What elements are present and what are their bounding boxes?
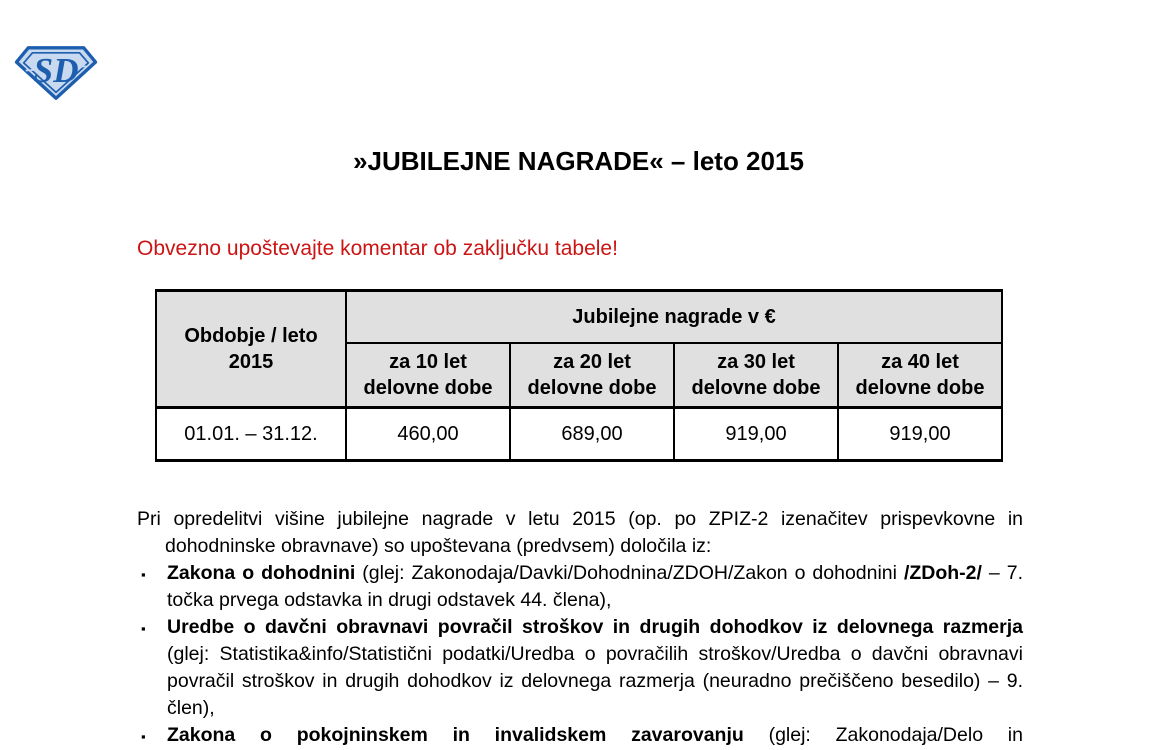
- column-header-3: za 30 let delovne dobe: [674, 343, 838, 408]
- value-cell-1: 460,00: [346, 408, 510, 461]
- intro-paragraph: Pri opredelitvi višine jubilejne nagrade v letu 2015 (op. po ZPIZ-2 izenačitev prispevkovne in dohodninske obravnave) so upoštevana (predvsem) določila iz:: [137, 508, 1023, 557]
- table-group-header: Jubilejne nagrade v €: [346, 291, 1002, 344]
- column-header-4: za 40 let delovne dobe: [838, 343, 1002, 408]
- table-header: [156, 291, 1002, 408]
- bullet-item: [141, 722, 1023, 749]
- bullet-square-icon: ▪: [141, 729, 146, 744]
- column-header-2: za 20 let delovne dobe: [510, 343, 674, 408]
- body-text: [137, 506, 1023, 749]
- bullet-text-bold: Zakona o dohodnini: [167, 562, 356, 584]
- bullet-text-bold: Uredbe o davčni obravnavi povračil stroškov in drugih dohodkov iz delovnega razmerja: [167, 616, 1023, 638]
- bullet-text: (glej: Zakonodaja/Delo in: [743, 724, 1023, 746]
- value-cell-3: 919,00: [674, 408, 838, 461]
- bullet-text: – 7. točka prvega odstavka in drugi odstavek 44. člena),: [167, 562, 1023, 611]
- table-corner-header: Obdobje / leto 2015: [156, 291, 346, 408]
- bullet-list: [137, 560, 1023, 749]
- jubilee-table: [155, 289, 1003, 462]
- bullet-text-bold: Zakona o pokojninskem in invalidskem zavarovanju: [167, 724, 744, 746]
- company-logo: [14, 44, 98, 102]
- bullet-text: (glej: Statistika&info/Statistični podatki/Uredba o povračilih stroškov/Uredba o davčni obravnavi povračil stroškov in drugih dohodkov iz delovnega razmerja (neuradno prečiščeno besedilo) – 9. člen),: [167, 643, 1023, 719]
- column-header-1: za 10 let delovne dobe: [346, 343, 510, 408]
- bullet-item: [141, 560, 1023, 614]
- notice-text: Obvezno upoštevajte komentar ob zaključku tabele!: [137, 237, 618, 260]
- table-header-row-group: [156, 291, 1002, 344]
- bullet-text: (glej: Zakonodaja/Davki/Dohodnina/ZDOH/Zakon o dohodnini: [355, 562, 904, 584]
- period-cell: 01.01. – 31.12.: [156, 408, 346, 461]
- bullet-item: [141, 614, 1023, 722]
- bullet-square-icon: ▪: [141, 621, 146, 636]
- table-body: [156, 408, 1002, 461]
- page-title: »JUBILEJNE NAGRADE« – leto 2015: [353, 146, 804, 176]
- value-cell-4: 919,00: [838, 408, 1002, 461]
- bullet-square-icon: ▪: [141, 567, 146, 582]
- value-cell-2: 689,00: [510, 408, 674, 461]
- table-row: [156, 408, 1002, 461]
- bullet-text-bold: /ZDoh-2/: [903, 562, 982, 584]
- logo-letters: SD: [33, 51, 79, 91]
